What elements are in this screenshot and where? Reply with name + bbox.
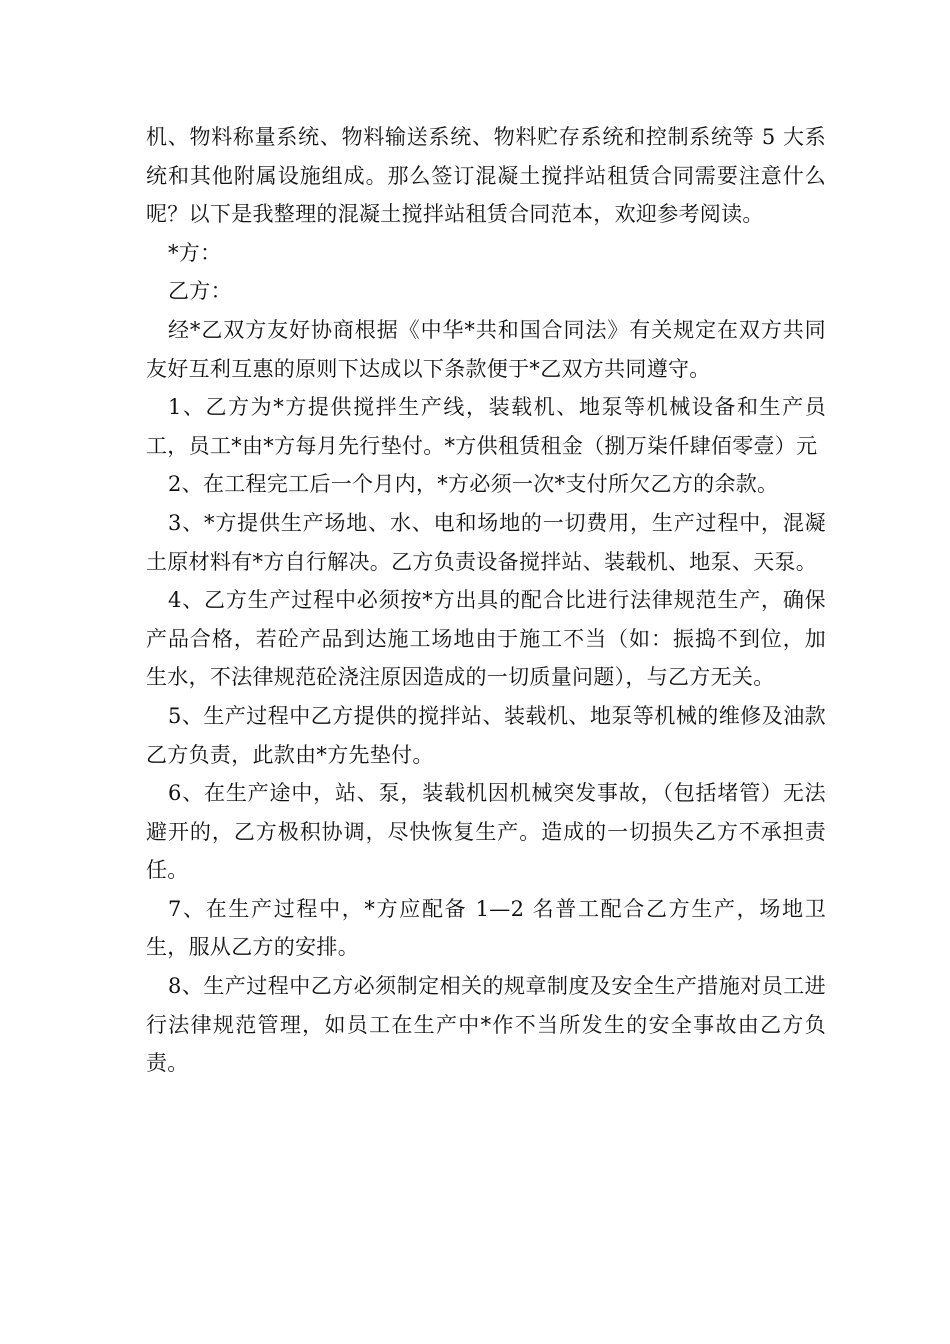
intro-paragraph: 机、物料称量系统、物料输送系统、物料贮存系统和控制系统等 5 大系统和其他附属设施组成。那么签订混凝土搅拌站租赁合同需要注意什么呢？以下是我整理的混凝土搅拌站租赁合同范本，欢迎参考阅读。 [146, 125, 826, 227]
clause-8: 8、生产过程中乙方必须制定相关的规章制度及安全生产措施对员工进行法律规范管理，如员工在生产中*作不当所发生的安全事故由乙方负责。 [146, 974, 826, 1076]
clause-2: 2、在工程完工后一个月内，*方必须一次*支付所欠乙方的余款。 [168, 472, 779, 497]
clause-1: 1、乙方为*方提供搅拌生产线，装载机、地泵等机械设备和生产员工，员工*由*方每月先行垫付。*方供租赁租金（捌万柒仟肆佰零壹）元 [146, 395, 826, 458]
preamble-paragraph: 经*乙双方友好协商根据《中华*共和国合同法》有关规定在双方共同友好互利互惠的原则下达成以下条款便于*乙双方共同遵守。 [146, 317, 826, 381]
clause-6: 6、在生产途中，站、泵，装载机因机械突发事故，（包括堵管）无法避开的，乙方极积协调，尽快恢复生产。造成的一切损失乙方不承担责任。 [146, 781, 826, 883]
party-b-line: 乙方： [168, 279, 232, 304]
clause-7: 7、在生产过程中，*方应配备 1—2 名普工配合乙方生产，场地卫生，服从乙方的安排。 [146, 896, 826, 960]
clause-3: 3、*方提供生产场地、水、电和场地的一切费用，生产过程中，混凝土原材料有*方自行解决。乙方负责设备搅拌站、装载机、地泵、天泵。 [146, 510, 826, 574]
party-a-line: *方： [168, 240, 222, 265]
clause-5: 5、生产过程中乙方提供的搅拌站、装载机、地泵等机械的维修及油款乙方负责，此款由*方先垫付。 [146, 703, 826, 767]
clause-4: 4、乙方生产过程中必须按*方出具的配合比进行法律规范生产，确保产品合格，若砼产品到达施工场地由于施工不当（如：振捣不到位，加生水，不法律规范砼浇注原因造成的一切质量问题），与乙方无关。 [146, 588, 826, 690]
document-body [146, 118, 826, 1083]
